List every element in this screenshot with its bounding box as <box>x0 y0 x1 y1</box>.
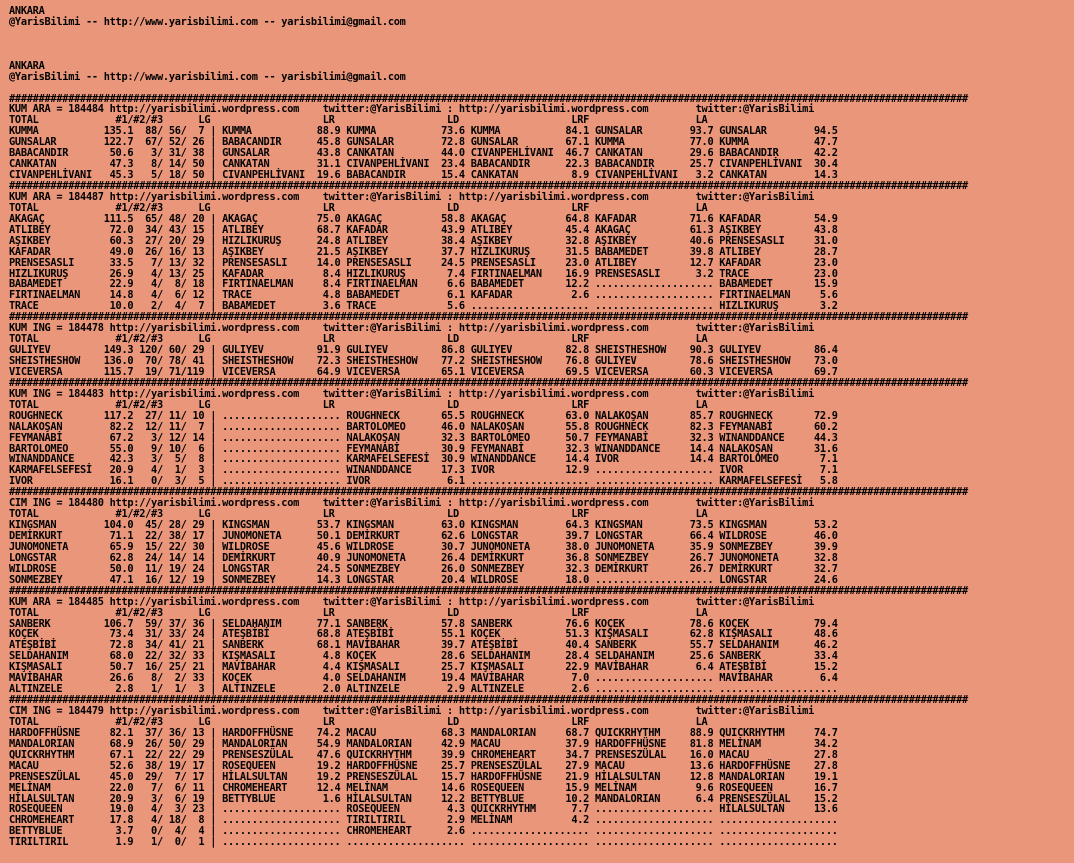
text-line: MACAU 52.6 38/ 19/ 17 | ROSEQUEEN 19.2 HARDOFFHÜSNE 25.7 PRENSESZÜLAL 27.9 MACAU 13.6 HARDOFFHÜSNE 27.8 <box>9 759 838 772</box>
text-line: @YarisBilimi -- http://www.yarisbilimi.com -- yarisbilimi@gmail.com <box>9 70 406 83</box>
text-line: CHROMEHEART 17.8 4/ 18/ 8 | .................... TIRILTIRIL 2.9 MELİNAM 4.2 .................... .................... <box>9 814 838 827</box>
text-line: ATLIBEY 72.0 34/ 43/ 15 | ATLIBEY 68.7 KAFADAR 43.9 ATLIBEY 45.4 AKAGAÇ 61.3 AŞIKBEY 43.8 <box>9 223 838 236</box>
text-line: KUM ING = 184483 http://yarisbilimi.wordpress.com twitter:@YarisBilimi : http://yarisbilimi.wordpress.com twitter:@YarisBilimi <box>9 387 815 400</box>
text-line: TIRILTIRIL 1.9 1/ 0/ 1 | .................... .................... .................... .................... .................... <box>9 836 838 849</box>
text-line: WINANDDANCE 42.3 3/ 5/ 8 | .................... KARMAFELSEFESİ 30.9 WINANDDANCE 14.4 IVOR 14.4 BARTOLOMEO 7.1 <box>9 453 838 466</box>
text-line: ALTINZELE 2.8 1/ 1/ 3 | ALTINZELE 2.0 ALTINZELE 2.9 ALTINZELE 2.6 .................... .................... <box>9 683 838 696</box>
text-line: CIVANPEHLİVANI 45.3 5/ 18/ 50 | CIVANPEHLİVANI 19.6 BABACANDIR 15.4 CANKATAN 8.9 CIVANPEHLİVANI 3.2 CANKATAN 14.3 <box>9 169 838 182</box>
text-line: FEYMANABİ 67.2 3/ 12/ 14 | .................... NALAKOŞAN 32.3 BARTOLOMEO 50.7 FEYMANABİ 32.3 WINANDDANCE 44.3 <box>9 431 838 444</box>
text-line: QUICKRHYTHM 67.1 22/ 22/ 29 | PRENSESZÜLAL 47.6 QUICKRHYTHM 39.9 CHROMEHEART 34.7 PRENSESZÜLAL 16.0 MACAU 27.8 <box>9 748 838 761</box>
text-line: MANDALORIAN 68.9 26/ 50/ 29 | MANDALORIAN 54.9 MANDALORIAN 42.9 MACAU 37.9 HARDOFFHÜSNE 81.8 MELİNAM 34.2 <box>9 737 838 750</box>
text-line: NALAKOŞAN 82.2 12/ 11/ 7 | .................... BARTOLOMEO 46.0 NALAKOŞAN 55.8 ROUGHNECK 82.3 FEYMANABİ 60.2 <box>9 420 838 433</box>
text-line: BABAMEDET 22.9 4/ 8/ 18 | FIRTINAELMAN 8.4 FIRTINAELMAN 6.6 BABAMEDET 12.2 .................... BABAMEDET 15.9 <box>9 278 838 291</box>
text-line <box>9 39 968 50</box>
text-line: JUNOMONETA 65.9 15/ 22/ 30 | WILDROSE 45.6 WILDROSE 30.7 JUNOMONETA 38.0 JUNOMONETA 35.9 SONMEZBEY 39.9 <box>9 540 838 553</box>
text-line: SHEISTHESHOW 136.0 70/ 78/ 41 | SHEISTHESHOW 72.3 SHEISTHESHOW 77.2 SHEISTHESHOW 76.8 GULIYEV 78.6 SHEISTHESHOW 73.0 <box>9 355 838 367</box>
text-line: ################################################################################################################################################################## <box>9 311 968 324</box>
text-line: ################################################################################################################################################################## <box>9 376 968 389</box>
text-line: PRENSESZÜLAL 45.0 29/ 7/ 17 | HİLALSULTAN 19.2 PRENSESZÜLAL 15.7 HARDOFFHÜSNE 21.9 HİLALSULTAN 12.8 MANDALORIAN 19.1 <box>9 770 838 783</box>
text-line: TOTAL #1/#2/#3 LG LR LD LRF LA <box>9 398 708 411</box>
text-line: FIRTINAELMAN 14.8 4/ 6/ 12 | TRACE 4.8 BABAMEDET 6.1 KAFADAR 2.6 .................... FIRTINAELMAN 5.6 <box>9 289 838 302</box>
text-line: SANBERK 106.7 59/ 37/ 36 | SELDAHANIM 77.1 SANBERK 57.8 SANBERK 76.6 KOÇEK 78.6 KOÇEK 79.4 <box>9 617 838 630</box>
text-line: MELİNAM 22.0 7/ 6/ 11 | CHROMEHEART 12.4 MELİNAM 14.6 ROSEQUEEN 15.9 MELİNAM 9.6 ROSEQUEEN 16.7 <box>9 781 838 794</box>
text-line: KUM ARA = 184484 http://yarisbilimi.wordpress.com twitter:@YarisBilimi : http://yarisbilimi.wordpress.com twitter:@YarisBilimi <box>9 103 815 116</box>
text-line: @YarisBilimi -- http://www.yarisbilimi.com -- yarisbilimi@gmail.com <box>9 15 406 28</box>
text-line: KARMAFELSEFESİ 20.9 4/ 1/ 3 | .................... WINANDDANCE 17.3 IVOR 12.9 .................... IVOR 7.1 <box>9 464 838 477</box>
text-line: HIZLIKURUŞ 26.9 4/ 13/ 25 | KAFADAR 8.4 HIZLIKURUŞ 7.4 FIRTINAELMAN 16.9 PRENSESASLI 3.2 TRACE 23.0 <box>9 267 838 280</box>
text-line <box>9 83 968 94</box>
text-line: TOTAL #1/#2/#3 LG LR LD LRF LA <box>9 715 708 728</box>
text-line: KUMMA 135.1 88/ 56/ 7 | KUMMA 88.9 KUMMA 73.6 KUMMA 84.1 GUNSALAR 93.7 GUNSALAR 94.5 <box>9 125 838 138</box>
text-line: KUM ARA = 184487 http://yarisbilimi.wordpress.com twitter:@YarisBilimi : http://yarisbilimi.wordpress.com twitter:@YarisBilimi <box>9 190 815 203</box>
text-line: TOTAL #1/#2/#3 LG LR LD LRF LA <box>9 333 708 346</box>
text-line: ANKARA <box>9 5 45 17</box>
text-line: KAFADAR 49.0 26/ 16/ 13 | AŞIKBEY 21.5 AŞIKBEY 37.7 HIZLIKURUŞ 31.5 BABAMEDET 39.8 ATLIBEY 28.7 <box>9 245 838 258</box>
text-line: SELDAHANIM 68.0 22/ 32/ 33 | KIŞMASALI 4.8 KOÇEK 28.6 SELDAHANIM 28.4 SELDAHANIM 25.6 SANBERK 33.4 <box>9 650 838 663</box>
text-line: TRACE 10.0 2/ 4/ 7 | BABAMEDET 3.6 TRACE 5.6 .................... .................... HIZLIKURUŞ 3.2 <box>9 300 838 313</box>
text-line: LONGSTAR 62.8 24/ 14/ 14 | DEMİRKURT 40.9 JUNOMONETA 26.4 DEMİRKURT 36.8 SONMEZBEY 26.7 JUNOMONETA 32.8 <box>9 551 838 564</box>
text-line: ################################################################################################################################################################## <box>9 486 968 499</box>
text-line: KUM ING = 184478 http://yarisbilimi.wordpress.com twitter:@YarisBilimi : http://yarisbilimi.wordpress.com twitter:@YarisBilimi <box>9 322 815 335</box>
text-line: VICEVERSA 115.7 19/ 71/119 | VICEVERSA 64.9 VICEVERSA 65.1 VICEVERSA 69.5 VICEVERSA 60.3 VICEVERSA 69.7 <box>9 365 838 378</box>
race-report-text <box>9 6 968 848</box>
text-line: TOTAL #1/#2/#3 LG LR LD LRF LA <box>9 508 708 521</box>
text-line: BARTOLOMEO 55.0 9/ 10/ 6 | .................... FEYMANABİ 30.9 FEYMANABİ 32.3 WINANDDANCE 14.4 NALAKOŞAN 31.6 <box>9 442 838 455</box>
text-line <box>9 50 968 61</box>
text-line: CIM ING = 184480 http://yarisbilimi.wordpress.com twitter:@YarisBilimi : http://yarisbilimi.wordpress.com twitter:@YarisBilimi <box>9 497 815 510</box>
text-line: WILDROSE 50.0 11/ 19/ 24 | LONGSTAR 24.5 SONMEZBEY 26.0 SONMEZBEY 32.3 DEMİRKURT 26.7 DEMİRKURT 32.7 <box>9 562 838 575</box>
text-line: BABACANDIR 50.6 3/ 31/ 38 | GUNSALAR 43.8 CANKATAN 44.0 CIVANPEHLİVANI 46.7 CANKATAN 29.6 BABACANDIR 42.2 <box>9 147 838 160</box>
text-line: GULIYEV 149.3 120/ 60/ 29 | GULIYEV 91.9 GULIYEV 86.8 GULIYEV 82.8 SHEISTHESHOW 90.3 GULIYEV 86.4 <box>9 344 838 357</box>
text-line: KINGSMAN 104.0 45/ 28/ 29 | KINGSMAN 53.7 KINGSMAN 63.0 KINGSMAN 64.3 KINGSMAN 73.5 KINGSMAN 53.2 <box>9 519 838 532</box>
text-line: AŞIKBEY 60.3 27/ 20/ 29 | HIZLIKURUŞ 24.8 ATLIBEY 38.4 AŞIKBEY 32.8 AŞIKBEY 40.6 PRENSESASLI 31.0 <box>9 234 838 247</box>
text-line: HARDOFFHÜSNE 82.1 37/ 36/ 13 | HARDOFFHÜSNE 74.2 MACAU 68.3 MANDALORIAN 68.7 QUICKRHYTHM 88.9 QUICKRHYTHM 74.7 <box>9 726 838 739</box>
text-line: ROSEQUEEN 19.0 4/ 3/ 23 | .................... ROSEQUEEN 4.3 QUICKRHYTHM 7.7 .................... HİLALSULTAN 13.6 <box>9 803 838 816</box>
text-line: ################################################################################################################################################################## <box>9 180 968 192</box>
text-line: TOTAL #1/#2/#3 LG LR LD LRF LA <box>9 201 708 214</box>
text-line: SONMEZBEY 47.1 16/ 12/ 19 | SONMEZBEY 14.3 LONGSTAR 20.4 WILDROSE 18.0 .................... LONGSTAR 24.6 <box>9 573 838 586</box>
text-line: PRENSESASLI 33.5 7/ 13/ 32 | PRENSESASLI 14.0 PRENSESASLI 24.5 PRENSESASLI 23.0 ATLIBEY 12.7 KAFADAR 23.0 <box>9 256 838 269</box>
text-line: ################################################################################################################################################################## <box>9 584 968 597</box>
text-line: CANKATAN 47.3 8/ 14/ 50 | CANKATAN 31.1 CIVANPEHLİVANI 23.4 BABACANDIR 22.3 BABACANDIR 25.7 CIVANPEHLİVANI 30.4 <box>9 158 838 171</box>
text-line: HİLALSULTAN 20.9 3/ 6/ 19 | BETTYBLUE 1.6 HİLALSULTAN 12.2 BETTYBLUE 10.2 MANDALORIAN 6.4 PRENSESZÜLAL 15.2 <box>9 792 838 805</box>
text-line: TOTAL #1/#2/#3 LG LR LD LRF LA <box>9 606 708 619</box>
text-line: DEMİRKURT 71.1 22/ 38/ 17 | JUNOMONETA 50.1 DEMİRKURT 62.6 LONGSTAR 39.7 LONGSTAR 66.4 WILDROSE 46.0 <box>9 530 838 542</box>
text-line: KOÇEK 73.4 31/ 33/ 24 | ATEŞBİBİ 68.8 ATEŞBİBİ 55.1 KOÇEK 51.3 KIŞMASALI 62.8 KIŞMASALI 48.6 <box>9 628 838 641</box>
text-line: IVOR 16.1 0/ 3/ 5 | .................... IVOR 6.1 .................... .................... KARMAFELSEFESİ 5.8 <box>9 475 838 488</box>
text-line: GUNSALAR 122.7 67/ 52/ 26 | BABACANDIR 45.8 GUNSALAR 72.8 GUNSALAR 67.1 KUMMA 77.0 KUMMA 47.7 <box>9 136 838 149</box>
text-line: ANKARA <box>9 59 45 72</box>
text-line: ################################################################################################################################################################## <box>9 92 968 105</box>
text-line: MAVİBAHAR 26.6 8/ 2/ 33 | KOÇEK 4.0 SELDAHANIM 19.4 MAVİBAHAR 7.0 .................... MAVİBAHAR 6.4 <box>9 672 838 685</box>
text-line: ROUGHNECK 117.2 27/ 11/ 10 | .................... ROUGHNECK 65.5 ROUGHNECK 63.0 NALAKOŞAN 85.7 ROUGHNECK 72.9 <box>9 409 838 422</box>
text-line: ################################################################################################################################################################## <box>9 694 968 707</box>
text-line: KUM ARA = 184485 http://yarisbilimi.wordpress.com twitter:@YarisBilimi : http://yarisbilimi.wordpress.com twitter:@YarisBilimi <box>9 595 815 608</box>
text-line: CIM ING = 184479 http://yarisbilimi.wordpress.com twitter:@YarisBilimi : http://yarisbilimi.wordpress.com twitter:@YarisBilimi <box>9 705 815 717</box>
text-line <box>9 28 968 39</box>
text-line: AKAGAÇ 111.5 65/ 48/ 20 | AKAGAÇ 75.0 AKAGAÇ 58.8 AKAGAÇ 64.8 KAFADAR 71.6 KAFADAR 54.9 <box>9 212 838 225</box>
text-line: KIŞMASALI 50.7 16/ 25/ 21 | MAVİBAHAR 4.4 KIŞMASALI 25.7 KIŞMASALI 22.9 MAVİBAHAR 6.4 ATEŞBİBİ 15.2 <box>9 661 838 674</box>
text-line: BETTYBLUE 3.7 0/ 4/ 4 | .................... CHROMEHEART 2.6 .................... .................... .................... <box>9 825 838 838</box>
text-line: TOTAL #1/#2/#3 LG LR LD LRF LA <box>9 114 708 127</box>
text-line: ATEŞBİBİ 72.8 34/ 41/ 21 | SANBERK 68.1 MAVİBAHAR 39.7 ATEŞBİBİ 40.4 SANBERK 55.7 SELDAHANIM 46.2 <box>9 639 838 652</box>
